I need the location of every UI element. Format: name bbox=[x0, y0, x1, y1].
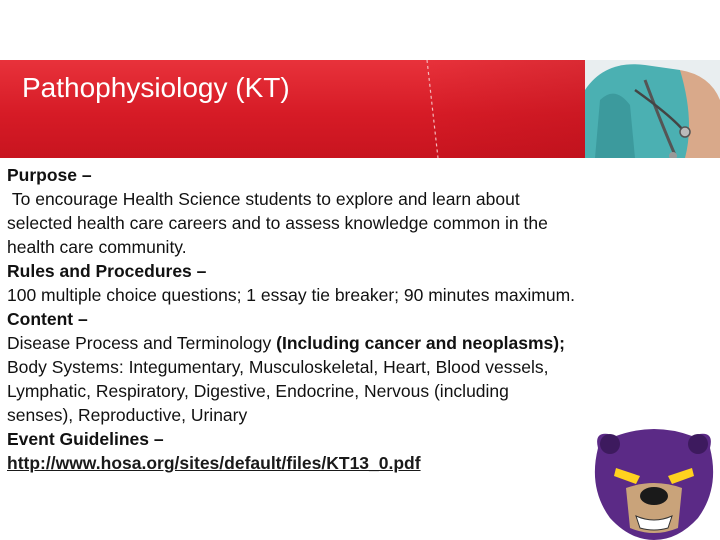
bear-mascot-logo bbox=[588, 428, 720, 540]
content-text-part-1: Disease Process and Terminology bbox=[7, 333, 277, 353]
purpose-text: To encourage Health Science students to explore and learn about selected health care careers and to assess knowledge common in the health care community. bbox=[7, 189, 553, 257]
rules-heading: Rules and Procedures – bbox=[7, 261, 207, 281]
content-text-part-2: Body Systems: Integumentary, Musculoskeletal, Heart, Blood vessels, Lymphatic, Respiratory, Digestive, Endocrine, Nervous (including senses), Reproductive, Urinary bbox=[7, 357, 549, 425]
banner-dashed-line bbox=[426, 60, 440, 158]
content-text bbox=[7, 331, 577, 427]
guidelines-heading: Event Guidelines – bbox=[7, 429, 164, 449]
nurse-photo bbox=[585, 60, 720, 158]
guidelines-link[interactable]: http://www.hosa.org/sites/default/files/KT13_0.pdf bbox=[7, 453, 421, 473]
content-bold-text: (Including cancer and neoplasms); bbox=[276, 333, 565, 353]
slide-title: Pathophysiology (KT) bbox=[22, 72, 290, 103]
content-heading: Content – bbox=[7, 309, 88, 329]
purpose-heading: Purpose – bbox=[7, 165, 92, 185]
slide-body bbox=[7, 163, 577, 475]
rules-text: 100 multiple choice questions; 1 essay tie breaker; 90 minutes maximum. bbox=[7, 285, 576, 305]
